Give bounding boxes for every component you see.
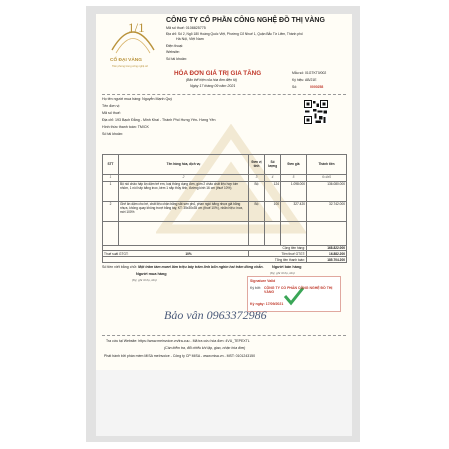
divider [102,335,346,336]
grand-total-value: 185.704.200 [307,257,347,263]
seller-phone: Điện thoại: [166,44,184,48]
divider [102,94,346,95]
buyer-name: Họ tên người mua hàng: Nguyễn Mạnh Quý [102,97,173,101]
column-header: Đơn giá [281,155,307,175]
table-row [103,181,347,201]
vat-rate-value: 10% [185,251,192,256]
qr-code-icon [304,100,328,124]
grand-total-label: Tổng tiền thanh toán: [103,257,307,263]
table-row [103,201,347,221]
invoice-subtitle: (Bản thể hiện của hóa đơn điện tử) [186,78,238,82]
buyer-company: Tên đơn vị: [102,104,121,108]
amount-in-words [102,265,264,269]
total-value: 168.822.000 [307,245,347,251]
buyer-signature-note: (Ký, ghi rõ họ, tên) [132,278,157,282]
items-table [102,154,347,263]
lookup-info: Tra cứu tại Website: https://www.meinvoice.vn/tra-cuu - Mã tra cứu hóa đơn: 4VU_TEPEXTL [106,339,250,343]
signer-label: Ký bởi: [250,286,262,290]
amount-in-words-label: Số tiền viết bằng chữ: [102,265,137,269]
row-price: 1.098.000 [281,181,307,201]
amount-in-words-value: Một trăm tám mươi lăm triệu bảy trăm linh bốn nghìn hai trăm đồng chẵn. [137,265,264,269]
brand-name: CỔ ĐẠI VÀNG [110,58,142,63]
seller-tax-code: Mã số thuế: 0108825775 [166,26,206,30]
vat-value: 16.882.200 [307,251,347,257]
lookup-note: (Cần kiểm tra, đối chiếu khi lập, giao, nhận hóa đơn) [164,346,246,350]
signer-name: CÔNG TY CỔ PHẦN CÔNG NGHỆ ĐỒ THỊ VÀNG [264,286,333,295]
bottom-blank-area [96,370,352,436]
column-index: 5 [281,174,307,181]
signed-date: Ký ngày: 17/09/2021 [250,302,284,306]
vat-rate-label: Thuế suất GTGT: [104,251,129,256]
total-label: Cộng tiền hàng: [103,245,307,251]
invoice-series: Ký hiệu: AB/21E [292,78,317,82]
brand-slogan: Tiên phong trong công nghệ số [112,65,148,68]
column-index: 6=4x5 [307,174,347,181]
table-row-empty [103,221,347,245]
signature-valid: Signature Valid [250,279,276,283]
row-amount: 32.742.000 [307,201,347,221]
column-index: 4 [265,174,281,181]
column-header: STT [103,155,119,175]
invoice-number-value: 0000258 [310,85,324,89]
row-amount: 136.080.000 [307,181,347,201]
invoice-document [96,14,352,370]
digital-signature-box [247,276,341,312]
row-item-name: Bộ nồi chảo hấp ăn dặm trẻ em, loại thông dụng đơn, gồm 2 chảo chất liệu hợp kim nhôm, 1 nồi hấp bằng inox, kèm 1 nắp thủy tinh, đường kính 16 cm (thuế 10%) [119,181,249,201]
seller-website: Website: [166,50,180,54]
row-stt: 2 [103,201,119,221]
row-unit: Bộ [249,181,265,201]
column-header: Thành tiền [307,155,347,175]
seller-signature-title: Người bán hàng [272,265,302,269]
invoice-number-label: Số: [292,85,298,89]
seller-name: CÔNG TY CỔ PHẦN CÔNG NGHỆ ĐỒ THỊ VÀNG [166,17,325,24]
row-stt: 1 [103,181,119,201]
invoice-number [292,85,323,89]
buyer-signature-title: Người mua hàng [136,272,167,276]
column-index: 2 [119,174,249,181]
provider-info: Phát hành bởi phần mềm MISA meInvoice - Công ty CP MISA - www.misa.vn - MST: 0101243150 [104,354,256,358]
company-logo [104,20,162,66]
column-index: 1 [103,174,119,181]
page-number: 1/1 [128,20,145,35]
invoice-title: HÓA ĐƠN GIÁ TRỊ GIA TĂNG [174,70,262,77]
column-header: Số lượng [265,155,281,175]
table-index-row [103,174,347,181]
seller-signature-note: (Ký, ghi rõ họ, tên) [270,271,295,275]
column-index: 3 [249,174,265,181]
row-unit: Bộ [249,201,265,221]
grand-total-row [103,257,347,263]
row-item-name: Ghế ăn dặm cho bé, chất liệu chân bằng sắt sơn phủ, phần ngồi bằng nhựa giả bằng nhựa, không quay không trượt bằng tay, KT: 35x30x35 cm (thuế 10%), nhãn hiệu: inox, mới 100% [119,201,249,221]
row-price: 327.420 [281,201,307,221]
row-quantity: 100 [265,201,281,221]
column-header: Tên hàng hóa, dịch vụ [119,155,249,175]
seller-account: Số tài khoản: [166,57,187,61]
column-header: Đơn vị tính [249,155,265,175]
buyer-tax-code: Mã số thuế: [102,111,121,115]
invoice-form: Mẫu số: 01GTKT0/002 [292,71,327,75]
invoice-date: Ngày 17 tháng 09 năm 2021 [190,84,236,88]
row-quantity: 124 [265,181,281,201]
buyer-payment-method: Hình thức thanh toán: TM/CK [102,125,149,129]
buyer-account: Số tài khoản: [102,132,123,136]
handwritten-note: Bảo vân 0963372986 [164,308,267,322]
seller-address: Địa chỉ: Số 2, Ngõ 180 Hoàng Quốc Việt, Phường Cổ Nhuế 1, Quận Bắc Từ Liêm, Thành phố [166,32,303,36]
table-header-row [103,155,347,175]
seller-address-cont: Hà Nội, Việt Nam [176,37,204,41]
vat-label: Tiền thuế GTGT: [249,251,307,257]
buyer-address: Địa chỉ: 193 Bạch Đằng - Minh Khai - Thành Phố Hưng Yên- Hưng Yên [102,118,216,122]
